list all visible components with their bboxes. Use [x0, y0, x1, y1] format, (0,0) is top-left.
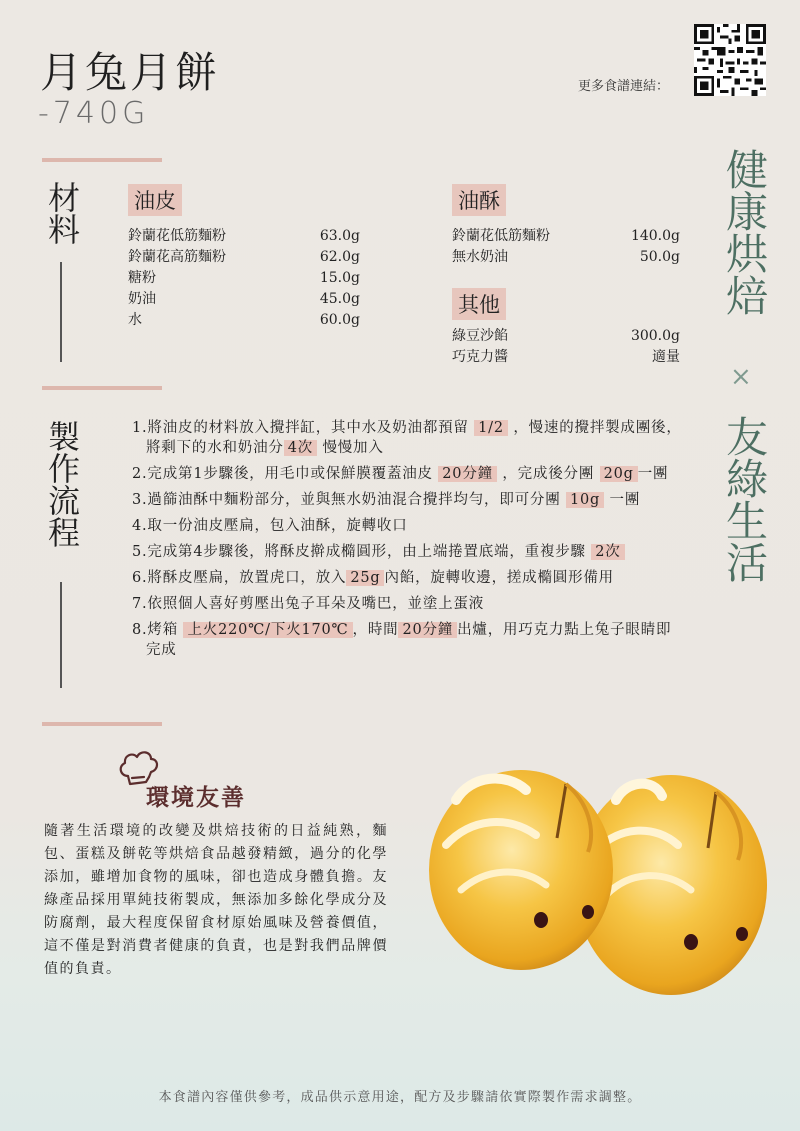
step-text: 內餡，旋轉收邊，搓成橢圓形備用: [384, 570, 614, 586]
step-highlight: 10g: [566, 492, 604, 508]
ingredient-row: [128, 268, 360, 289]
section-divider-top: [42, 158, 162, 162]
recipe-weight: -740G: [38, 96, 150, 131]
ingredient-row: [128, 226, 360, 247]
step-text: ，慢速的攪拌製成團後，將剩下的水和奶油分: [146, 420, 682, 456]
ingredient-name: 奶油: [128, 291, 156, 307]
ingredient-amount: 50.0g: [639, 249, 680, 265]
slogan-bottom: [716, 415, 772, 583]
ingredient-amount: 60.0g: [319, 312, 360, 328]
dough-list: [128, 226, 360, 331]
step-text: 4.取一份油皮壓扁，包入油酥，旋轉收口: [132, 518, 408, 534]
more-recipes-label: 更多食譜連結：: [578, 79, 670, 94]
ingredient-name: 水: [128, 312, 142, 328]
ingredient-name: 鈴蘭花低筋麵粉: [452, 228, 550, 244]
bunny-mooncake-image: [416, 720, 796, 1010]
step-text: 1.將油皮的材料放入攪拌缸，其中水及奶油都預留: [132, 420, 469, 436]
other-group: [452, 288, 680, 368]
process-heading-text: 製作流程: [43, 420, 81, 548]
ingredient-name: 無水奶油: [452, 249, 508, 265]
slogan-top-text: 健康烘焙: [720, 148, 769, 316]
step-5: [132, 542, 684, 562]
step-highlight: 20g: [600, 466, 638, 482]
pastry-title: 油酥: [452, 184, 506, 216]
step-highlight: 2次: [591, 544, 624, 560]
ingredient-amount: 45.0g: [319, 291, 360, 307]
environment-title: 環境友善: [146, 784, 246, 811]
step-3: [132, 490, 684, 510]
step-6: [132, 568, 684, 588]
steps-list: [132, 418, 684, 666]
ingredient-amount: 62.0g: [319, 249, 360, 265]
step-text: 出爐，用巧克力點上兔子眼睛即完成: [146, 622, 672, 658]
ingredient-name: 鈴蘭花高筋麵粉: [128, 249, 226, 265]
step-highlight: 4次: [284, 440, 317, 456]
step-7: [132, 594, 684, 614]
step-text: 6.將酥皮壓扁，放置虎口，放入: [132, 570, 347, 586]
slogan-cross: ×: [730, 362, 752, 392]
materials-vertical-line: [60, 262, 62, 362]
ingredient-name: 巧克力醬: [452, 349, 508, 365]
ingredient-name: 鈴蘭花低筋麵粉: [128, 228, 226, 244]
pastry-list: [452, 226, 680, 268]
ingredient-amount: 15.0g: [319, 270, 360, 286]
environment-body: 隨著生活環境的改變及烘焙技術的日益純熟，麵包、蛋糕及餅乾等烘焙食品越發精緻，過分的化學添加，雖增加食物的風味，卻也造成身體負擔。友綠產品採用單純技術製成，無添加多餘化學成分及防腐劑，最大程度保留食材原始風味及營養價值，這不僅是對消費者健康的負責，也是對我們品牌價值的負責。: [44, 823, 388, 977]
ingredient-row: [128, 289, 360, 310]
step-text: 7.依照個人喜好剪壓出兔子耳朵及嘴巴，並塗上蛋液: [132, 596, 485, 612]
footer-note: 本食譜內容僅供參考，成品供示意用途，配方及步驟請依實際製作需求調整。: [158, 1090, 642, 1105]
other-list: [452, 326, 680, 368]
step-text: 5.完成第4步驟後，將酥皮擀成橢圓形，由上端捲置底端，重複步驟: [132, 544, 586, 560]
dough-title: 油皮: [128, 184, 182, 216]
qr-code[interactable]: [694, 24, 766, 96]
ingredient-amount: 300.0g: [630, 328, 680, 344]
ingredient-amount: 63.0g: [319, 228, 360, 244]
dough-group: [128, 184, 360, 331]
process-heading: [42, 420, 82, 548]
ingredient-row: [452, 226, 680, 247]
ingredient-row: [452, 326, 680, 347]
ingredient-row: [128, 247, 360, 268]
step-text: ，時間: [352, 622, 399, 638]
step-text: 3.過篩油酥中麵粉部分，並與無水奶油混合攪拌均勻，即可分團: [132, 492, 561, 508]
other-title: 其他: [452, 288, 506, 320]
step-text: ，完成後分團: [502, 466, 595, 482]
pastry-group: [452, 184, 680, 268]
ingredient-name: 糖粉: [128, 270, 156, 286]
step-highlight: 25g: [346, 570, 384, 586]
step-2: [132, 464, 684, 484]
section-divider-middle: [42, 386, 162, 390]
slogan-top: [716, 148, 772, 316]
step-text: 一團: [609, 492, 641, 508]
bunny-left: [429, 770, 613, 970]
step-text: 8.烤箱: [132, 622, 179, 638]
materials-heading-text: 材料: [43, 181, 81, 245]
ingredient-amount: 適量: [652, 349, 680, 365]
step-1: [132, 418, 684, 458]
step-highlight: 20分鐘: [398, 622, 457, 638]
slogan-bottom-text: 友綠生活: [720, 415, 769, 583]
step-text: 一團: [637, 466, 669, 482]
ingredient-row: [452, 347, 680, 368]
recipe-title: 月兔月餅: [40, 48, 221, 97]
step-highlight: 1/2: [474, 420, 508, 436]
step-8: [132, 620, 684, 660]
step-highlight: 上火220℃/下火170℃: [183, 622, 352, 638]
ingredient-name: 綠豆沙餡: [452, 328, 508, 344]
section-divider-bottom: [42, 722, 162, 726]
step-text: 2.完成第1步驟後，用毛巾或保鮮膜覆蓋油皮: [132, 466, 433, 482]
step-text: 慢慢加入: [322, 440, 384, 456]
ingredient-amount: 140.0g: [630, 228, 680, 244]
step-4: [132, 516, 684, 536]
step-highlight: 20分鐘: [438, 466, 497, 482]
ingredient-row: [452, 247, 680, 268]
process-vertical-line: [60, 582, 62, 688]
materials-heading: [42, 181, 82, 245]
ingredient-row: [128, 310, 360, 331]
